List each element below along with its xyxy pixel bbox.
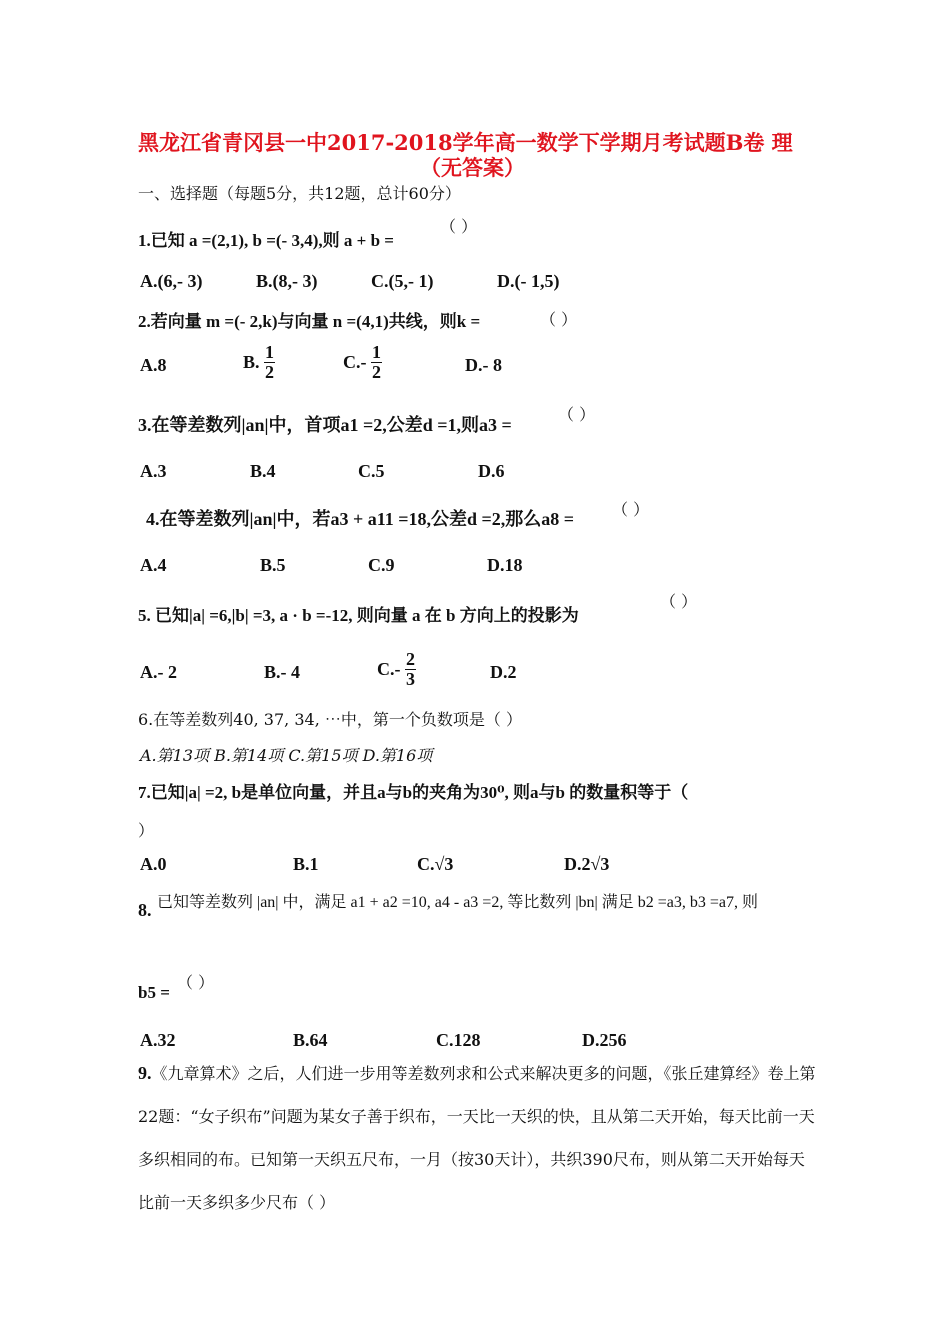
question-5-option-a: A.- 2 [140, 662, 177, 682]
question-5-option-c [377, 650, 416, 689]
question-7-stem: 7.已知|a| =2, b是单位向量，并且a与b的夹角为30⁰, 则a与b 的数量积等于（ [138, 783, 689, 802]
question-3-stem: 3.在等差数列|an|中，首项a1 =2,公差d =1,则a3 = [138, 415, 512, 435]
question-2-option-c [343, 343, 382, 382]
question-2-fraction-numerator: 1 [265, 342, 275, 362]
question-3-option-a: A.3 [140, 461, 167, 481]
question-4-option-c: C.9 [368, 555, 395, 575]
question-1-option-b: B.(8,- 3) [256, 271, 318, 291]
question-5-fraction-numerator: 2 [406, 649, 415, 669]
question-5-fraction [405, 650, 416, 689]
question-8-answer-paren: （ ） [177, 973, 215, 992]
question-3-option-b: B.4 [250, 461, 276, 481]
question-2-option-b [243, 343, 275, 382]
question-7-option-b: B.1 [293, 854, 319, 874]
question-4-option-b: B.5 [260, 555, 286, 575]
question-2-option-a: A.8 [140, 355, 167, 375]
question-5-option-b: B.- 4 [264, 662, 300, 682]
question-5-stem: 5. 已知|a| =6,|b| =3, a · b =-12, 则向量 a 在 b 方向上的投影为 [138, 606, 579, 625]
question-3-option-c: C.5 [358, 461, 385, 481]
section-heading: 一、选择题（每题5分，共12题，总计60分） [138, 184, 461, 203]
question-1-answer-paren: （ ） [440, 217, 478, 236]
question-8-option-c: C.128 [436, 1030, 481, 1050]
question-6-stem: 6.在等差数列40, 37, 34, ⋯中，第一个负数项是（ ） [138, 710, 522, 729]
question-7-option-c: C.√3 [417, 854, 454, 874]
question-7-option-a: A.0 [140, 854, 167, 874]
question-8-stem-continuation: b5 = [138, 983, 170, 1002]
question-3-option-d: D.6 [478, 461, 505, 481]
question-7-stem-continuation: ） [138, 821, 155, 840]
question-2-option-c-denominator: 2 [372, 361, 381, 382]
question-1-stem: 1.已知 a =(2,1), b =(- 3,4),则 a + b = [138, 231, 394, 250]
document-title-line1: 黑龙江省青冈县一中2017-2018学年高一数学下学期月考试题B卷 理 [138, 130, 793, 155]
question-4-option-a: A.4 [140, 555, 167, 575]
question-3-answer-paren: （ ） [558, 405, 596, 424]
question-9 [138, 1052, 818, 1224]
question-9-text: 《九章算术》之后，人们进一步用等差数列求和公式来解决更多的问题，《张丘建算经》卷上第22题：“女子织布”问题为某女子善于织布，一天比一天织的快，且从第二天开始，每天比前一天多织相同的布。已知第一天织五尺布，一月（按30天计），共织390尺布，则从第二天开始每天比前一天多织多少尺布（ ） [138, 1064, 816, 1212]
question-1-option-c: C.(5,- 1) [371, 271, 434, 291]
question-7-option-d: D.2√3 [564, 854, 610, 874]
question-2-fraction [264, 343, 275, 382]
question-4-answer-paren: （ ） [612, 500, 650, 519]
question-8-option-d: D.256 [582, 1030, 627, 1050]
question-9-number: 9. [138, 1063, 152, 1083]
question-2-option-d: D.- 8 [465, 355, 502, 375]
question-2-fraction-denominator: 2 [265, 361, 275, 382]
question-8-option-a: A.32 [140, 1030, 176, 1050]
question-4-option-d: D.18 [487, 555, 523, 575]
question-2-option-c-numerator: 1 [372, 342, 381, 362]
question-2-option-b-label: B. [243, 351, 260, 372]
question-5-option-c-label: C.- [377, 658, 401, 679]
question-4-stem: 4.在等差数列|an|中，若a3 + a11 =18,公差d =2,那么a8 = [146, 509, 574, 529]
question-5-option-d: D.2 [490, 662, 517, 682]
question-2-option-c-label: C.- [343, 351, 367, 372]
question-8-number: 8. [138, 900, 152, 920]
question-2-stem: 2.若向量 m =(- 2,k)与向量 n =(4,1)共线，则k = [138, 312, 481, 331]
question-2-option-c-fraction [371, 343, 382, 382]
question-6-options: A.第13项 B.第14项 C.第15项 D.第16项 [140, 746, 433, 765]
question-5-fraction-denominator: 3 [406, 668, 415, 689]
question-5-answer-paren: （ ） [660, 592, 698, 611]
question-8-stem: 已知等差数列 |an| 中，满足 a1 + a2 =10, a4 - a3 =2, 等比数列 |bn| 满足 b2 =a3, b3 =a7, 则 [157, 894, 758, 911]
question-1-option-d: D.(- 1,5) [497, 271, 560, 291]
question-8-option-b: B.64 [293, 1030, 328, 1050]
question-2-answer-paren: （ ） [540, 310, 578, 329]
document-title-line2: （无答案） [420, 155, 525, 180]
question-1-option-a: A.(6,- 3) [140, 271, 203, 291]
